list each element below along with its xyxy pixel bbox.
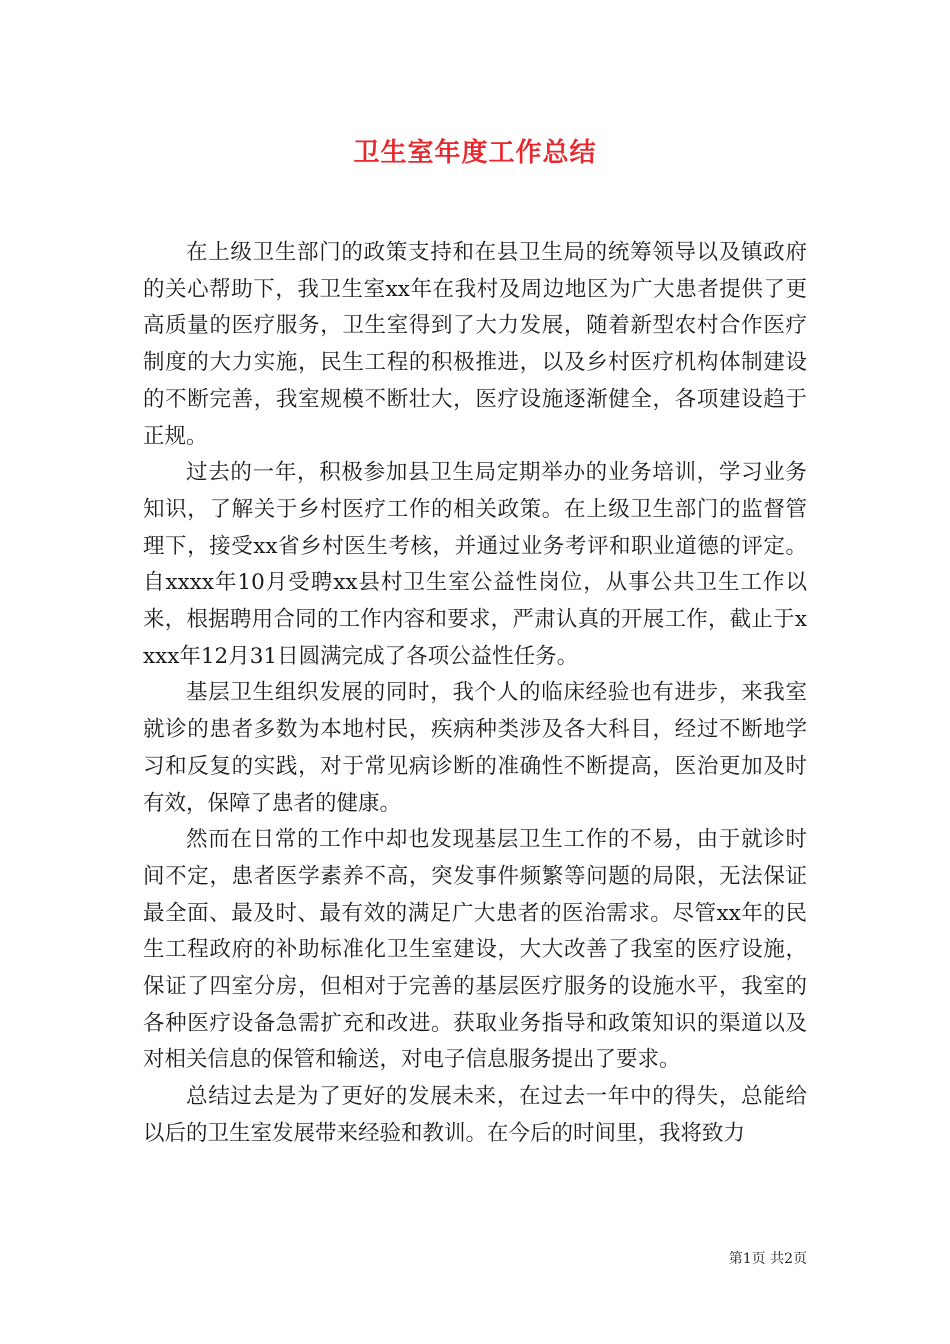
paragraph-3: 基层卫生组织发展的同时，我个人的临床经验也有进步，来我室就诊的患者多数为本地村民，疾病种类涉及各大科目，经过不断地学习和反复的实践，对于常见病诊断的准确性不断提高，医治更加及时有效，保障了患者的健康。 bbox=[143, 680, 807, 816]
page-number: 第1页 共2页 bbox=[728, 1251, 807, 1267]
paragraph-4: 然而在日常的工作中却也发现基层卫生工作的不易，由于就诊时间不定，患者医学素养不高，突发事件频繁等问题的局限，无法保证最全面、最及时、最有效的满足广大患者的医治需求。尽管xx年的民生工程政府的补助标准化卫生室建设，大大改善了我室的医疗设施，保证了四室分房，但相对于完善的基层医疗服务的设施水平，我室的各种医疗设备急需扩充和改进。获取业务指导和政策知识的渠道以及对相关信息的保管和输送，对电子信息服务提出了要求。 bbox=[143, 827, 807, 1073]
paragraph-2: 过去的一年，积极参加县卫生局定期举办的业务培训，学习业务知识，了解关于乡村医疗工作的相关政策。在上级卫生部门的监督管理下，接受xx省乡村医生考核，并通过业务考评和职业道德的评定。自xxxx年10月受聘xx县村卫生室公益性岗位，从事公共卫生工作以来，根据聘用合同的工作内容和要求，严肃认真的开展工作，截止于xxxx年12月31日圆满完成了各项公益性任务。 bbox=[143, 460, 807, 669]
document-title: 卫生室年度工作总结 bbox=[353, 138, 597, 168]
document-body bbox=[143, 235, 807, 1153]
paragraph-5: 总结过去是为了更好的发展未来，在过去一年中的得失，总能给以后的卫生室发展带来经验和教训。在今后的时间里，我将致力 bbox=[143, 1084, 807, 1146]
paragraph-1: 在上级卫生部门的政策支持和在县卫生局的统筹领导以及镇政府的关心帮助下，我卫生室xx年在我村及周边地区为广大患者提供了更高质量的医疗服务，卫生室得到了大力发展，随着新型农村合作医疗制度的大力实施，民生工程的积极推进，以及乡村医疗机构体制建设的不断完善，我室规模不断壮大，医疗设施逐渐健全，各项建设趋于正规。 bbox=[143, 240, 807, 449]
